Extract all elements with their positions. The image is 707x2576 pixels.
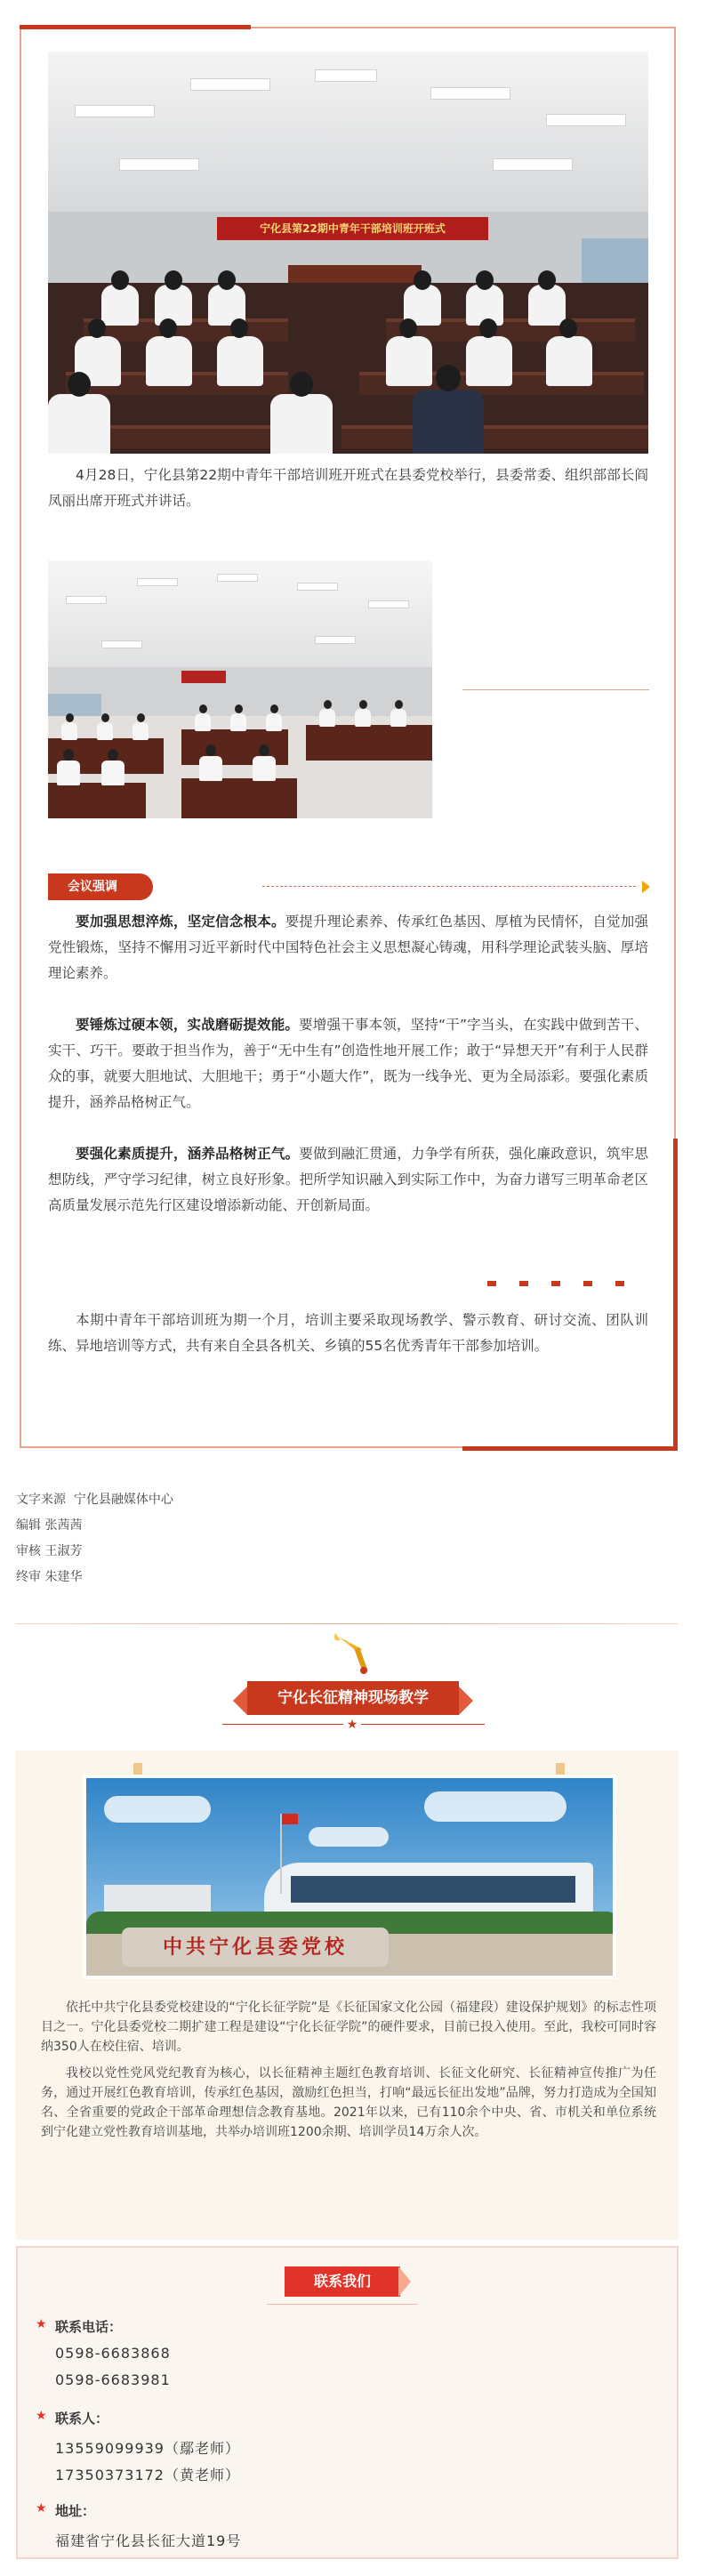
frame-accent-bottom <box>462 1446 678 1451</box>
credit-value: 宁化县融媒体中心 <box>73 1493 173 1507</box>
party-school-photo <box>83 1775 616 1979</box>
intro-paragraph: 4月28日，宁化县第22期中青年干部培训班开班式在县委党校举行，县委常委、组织部部长阎凤丽出席开班式并讲话。 <box>48 467 648 509</box>
phone-number-1[interactable]: 0598-6683868 <box>55 2345 171 2362</box>
credit-final-review <box>16 1567 82 1587</box>
credit-label: 终审 <box>16 1570 41 1584</box>
frame-accent-top <box>20 25 251 29</box>
contact-title: 联系我们 <box>285 2266 400 2297</box>
classroom-photo <box>48 560 432 818</box>
contact-person-2[interactable]: 17350373172（黄老师） <box>55 2467 240 2483</box>
meeting-emphasis-tag: 会议强调 <box>48 873 153 900</box>
address-value: 福建省宁化县长征大道19号 <box>55 2532 242 2549</box>
point-3-text: 要做到融汇贯通，力争学有所获，强化廉政意识，筑牢思想防线，严守学习纪律，树立良好形象。把所学知识融入到实际工作中，为奋力谱写三明革命老区高质量发展示范先行区建设增添新动能、开创新局面。 <box>48 1146 648 1213</box>
section-divider <box>16 1623 679 1624</box>
school-paragraph-1: 依托中共宁化县委党校建设的“宁化长征学院”是《长征国家文化公园（福建段）建设保护规划》的标志性项目之一。宁化县委党校二期扩建工程是建设“宁化长征学院”的硬件要求，目前已投入使用。至此，我校可同时容纳350人在校住宿、培训。 <box>41 2000 656 2054</box>
star-icon: ★ <box>36 2501 47 2516</box>
closing-paragraph: 本期中青年干部培训班为期一个月，培训主要采取现场教学、警示教育、研讨交流、团队训练、异地培训等方式，共有来自全县各机关、乡镇的55名优秀青年干部参加培训。 <box>48 1312 648 1354</box>
school-paragraph-2: 我校以党性党风党纪教育为核心，以长征精神主题红色教育培训、长征文化研究、长征精神宣传推广为任务，通过开展红色教育培训，传承红色基因，激励红色担当，打响“最远长征出发地”品牌，努力打造成为全国知名、全省重要的党政企干部革命理想信念教育基地。2021年以来，已有110余个中央、省、市机关和单位系统到宁化建立党性教育培训基地，共举办培训班1200余期、培训学员14万余人次。 <box>41 2066 656 2139</box>
frame-accent-right <box>673 1139 678 1450</box>
credit-value: 张茜茜 <box>44 1518 83 1533</box>
point-1-text: 要提升理论素养、传承红色基因、厚植为民情怀，自觉加强党性锻炼，坚持不懈用习近平新时代中国特色社会主义思想凝心铸魂，用科学理论武装头脑、厚培理论素养。 <box>48 914 648 981</box>
credit-value: 王淑芳 <box>44 1544 83 1558</box>
trumpet-icon <box>332 1630 376 1676</box>
credit-label: 审核 <box>16 1544 41 1558</box>
photo-banner: 宁化县第22期中青年干部培训班开班式 <box>217 217 488 240</box>
phone-label: 联系电话： <box>55 2319 123 2335</box>
point-1-heading: 要加强思想淬炼，坚定信念根本。 <box>76 914 285 930</box>
tag-dotted-line <box>262 886 636 887</box>
star-icon: ★ <box>343 1717 361 1733</box>
point-2-heading: 要锤炼过硬本领，实战磨砺提效能。 <box>76 1017 300 1033</box>
point-3-heading: 要强化素质提升，涵养品格树正气。 <box>76 1146 300 1162</box>
credit-reviewer <box>16 1542 82 1561</box>
contact-person-1[interactable]: 13559099939（鄢老师） <box>55 2440 240 2457</box>
contact-title-tail <box>398 2266 411 2297</box>
phone-number-2[interactable]: 0598-6683981 <box>55 2371 171 2388</box>
section-title-banner <box>233 1681 473 1715</box>
star-icon: ★ <box>36 2317 47 2331</box>
decorative-squares <box>487 1281 639 1286</box>
training-class-photo <box>48 52 648 454</box>
star-icon: ★ <box>36 2409 47 2423</box>
arrow-icon <box>642 881 650 893</box>
point-paragraph-3 <box>48 1141 648 1219</box>
contact-title-line <box>267 2304 418 2305</box>
point-2-text: 要增强干事本领，坚持“干”字当头，在实践中做到苦干、实干、巧干。要敢于担当作为，善于“无中生有”创造性地开展工作；敢于“异想天开”有利于人民群众的事，就要大胆地试、大胆地干；勇于“小题大作”，既为一线争光、更为全局添彩。要强化素质提升，涵养品格树正气。 <box>48 1017 648 1110</box>
contact-person-label: 联系人： <box>55 2411 109 2427</box>
credit-editor <box>16 1516 82 1535</box>
section-title: 宁化长征精神现场教学 <box>247 1681 459 1715</box>
credit-label: 文字来源 <box>16 1493 66 1507</box>
credit-value: 朱建华 <box>44 1570 83 1584</box>
credit-label: 编辑 <box>16 1518 41 1533</box>
decorative-line <box>462 689 649 690</box>
point-paragraph-1 <box>48 909 648 986</box>
credit-source <box>16 1490 173 1509</box>
address-label: 地址： <box>55 2503 96 2519</box>
stone-sign: 中共宁化县委党校 <box>122 1928 389 1967</box>
point-paragraph-2 <box>48 1012 648 1115</box>
